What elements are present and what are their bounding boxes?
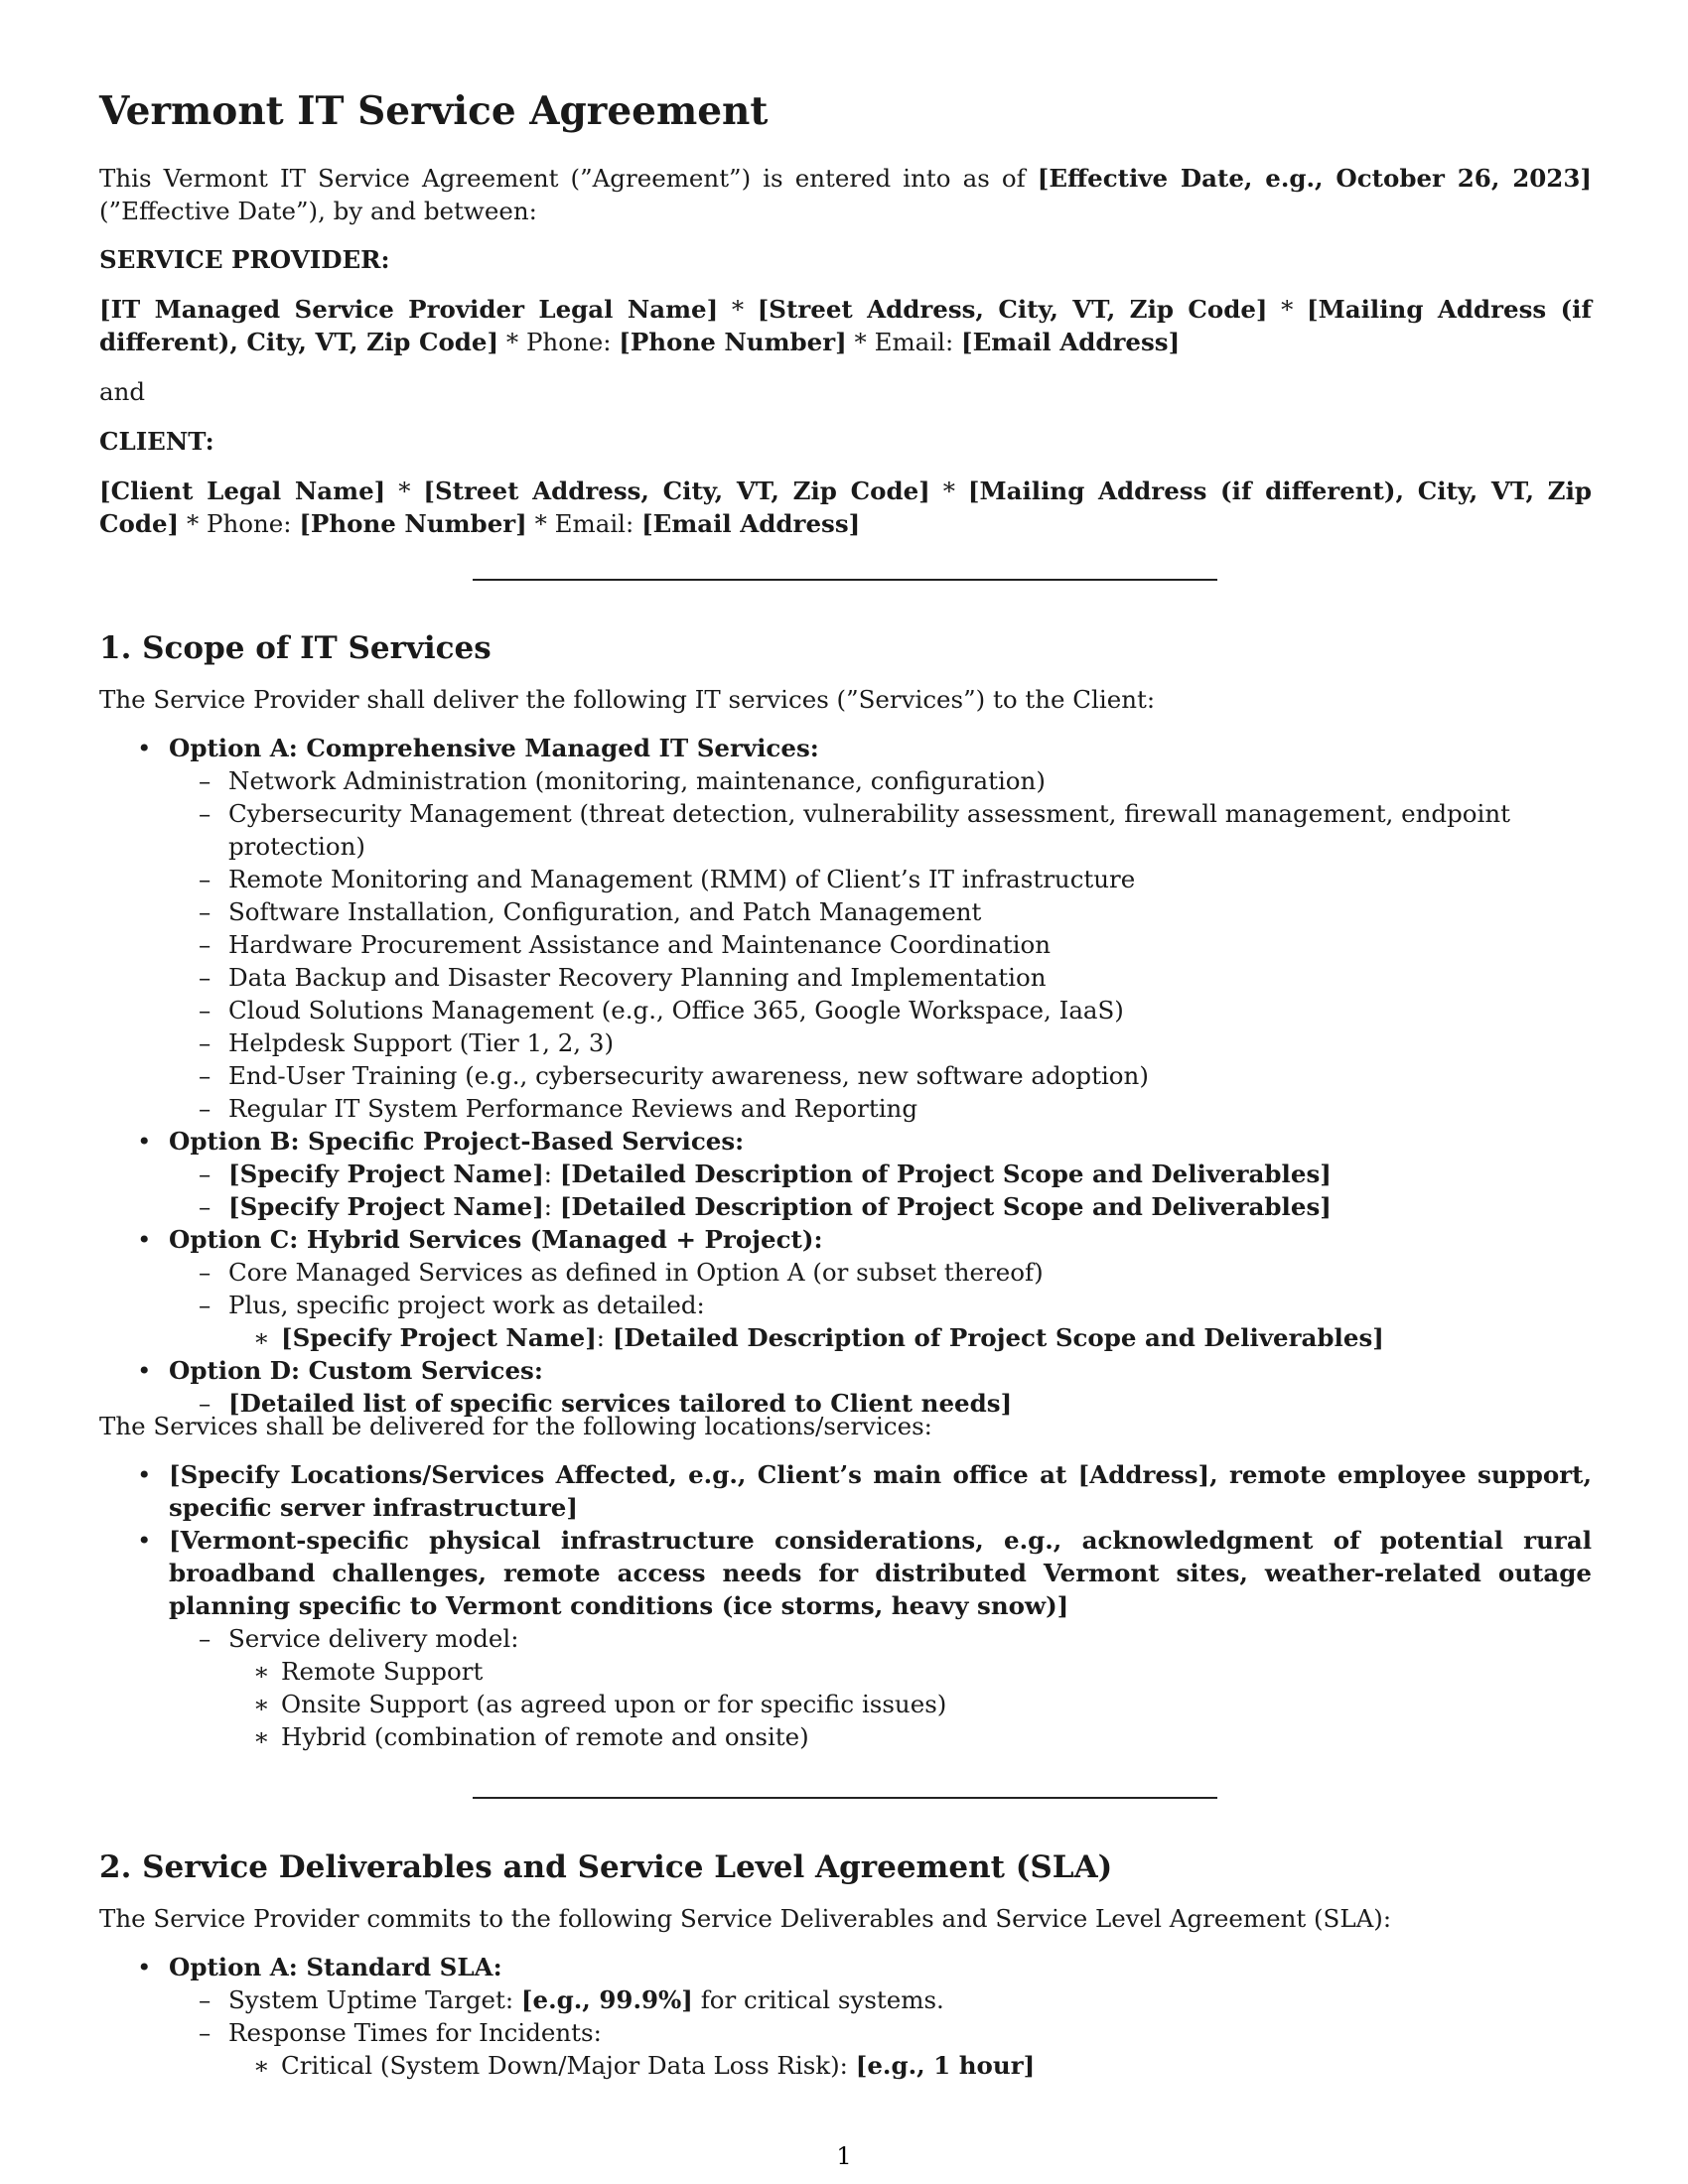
client-email-label: Email: [554, 509, 634, 538]
list-item: – Hardware Procurement Assistance and Maintenance Coordination [199, 930, 1051, 959]
list-item: – [Specify Project Name]: [Detailed Description of Project Scope and Deliverables] [199, 1192, 1332, 1221]
list-item: ∗ Remote Support [253, 1657, 484, 1686]
client-phone-label: Phone: [206, 509, 292, 538]
client-email: [Email Address] [641, 509, 861, 538]
section-1-intro: The Service Provider shall deliver the following IT services (”Services”) to the Client: [99, 685, 1156, 714]
client-mailing: [Mailing Address (if different), City, VT, Zip Code] [99, 477, 1593, 538]
effective-date-placeholder: [Effective Date, e.g., October 26, 2023] [1037, 164, 1592, 193]
provider-phone: [Phone Number] [619, 328, 847, 356]
horizontal-rule [473, 579, 1217, 581]
section-2-heading: 2. Service Deliverables and Service Level Agreement (SLA) [99, 1849, 1113, 1885]
list-item: – Plus, specific project work as detailed: [199, 1291, 705, 1319]
provider-street: [Street Address, City, VT, Zip Code] [757, 295, 1268, 324]
list-item: – Software Installation, Configuration, and Patch Management [199, 897, 982, 926]
list-item: – Data Backup and Disaster Recovery Planning and Implementation [199, 963, 1047, 992]
provider-name: [IT Managed Service Provider Legal Name] [99, 295, 719, 324]
client-heading: CLIENT: [99, 427, 214, 456]
list-item: – Response Times for Incidents: [199, 2018, 602, 2047]
client-phone: [Phone Number] [299, 509, 527, 538]
page-number: 1 [836, 2142, 852, 2170]
provider-email: [Email Address] [961, 328, 1181, 356]
list-item: ∗ Onsite Support (as agreed upon or for specific issues) [253, 1690, 947, 1718]
client-details: [Client Legal Name] * [Street Address, City, VT, Zip Code] * [Mailing Address (if different), City, VT, Zip Code] * Phone: [Phone Number] * Email: [Email Address] [99, 477, 1593, 538]
list-item: – [Detailed list of specific services tailored to Client needs] [199, 1389, 1013, 1418]
list-item: • [Vermont-specific physical infrastructure considerations, e.g., acknowledgment of potential rural broadband challenges, remote access needs for distributed Vermont sites, weather-related outage planning specific to Vermont conditions (ice storms, heavy snow)] [137, 1526, 1592, 1620]
list-item: – Regular IT System Performance Reviews and Reporting [199, 1094, 918, 1123]
list-item: – Network Administration (monitoring, maintenance, configuration) [199, 766, 1046, 795]
list-item: • [Specify Locations/Services Affected, e.g., Client’s main office at [Address], remote employee support, specific server infrastructure] [137, 1460, 1592, 1522]
list-item: ∗ Hybrid (combination of remote and onsite) [253, 1722, 809, 1751]
client-street: [Street Address, City, VT, Zip Code] [423, 477, 930, 505]
option-d-item: • Option D: Custom Services: [137, 1356, 543, 1385]
list-item: – End-User Training (e.g., cybersecurity awareness, new software adoption) [199, 1061, 1149, 1090]
list-item: – Cybersecurity Management (threat detection, vulnerability assessment, firewall management, endpoint protection) [199, 799, 1510, 861]
option-b-item: • Option B: Specific Project-Based Services: [137, 1127, 745, 1156]
intro-paragraph [99, 162, 1592, 227]
option-c-item: • Option C: Hybrid Services (Managed + Project): [137, 1225, 823, 1254]
locations-intro: The Services shall be delivered for the following locations/services: [99, 1412, 932, 1440]
option-a-sla-item: • Option A: Standard SLA: [137, 1953, 502, 1981]
services-list [99, 732, 1592, 1420]
list-item: – [Specify Project Name]: [Detailed Description of Project Scope and Deliverables] [199, 1160, 1332, 1188]
list-item: – System Uptime Target: [e.g., 99.9%] for critical systems. [199, 1985, 944, 2014]
provider-heading: SERVICE PROVIDER: [99, 245, 390, 274]
provider-phone-label: Phone: [525, 328, 612, 356]
section-2-intro: The Service Provider commits to the following Service Deliverables and Service Level Agreement (SLA): [99, 1904, 1392, 1933]
client-name: [Client Legal Name] [99, 477, 386, 505]
list-item: – Remote Monitoring and Management (RMM) of Client’s IT infrastructure [199, 865, 1136, 893]
intro-text-end: (”Effective Date”), by and between: [99, 197, 537, 225]
locations-list [99, 1458, 1592, 1753]
option-a-item: • Option A: Comprehensive Managed IT Services: [137, 734, 819, 762]
sla-list [99, 1951, 1592, 2082]
list-item: – Cloud Solutions Management (e.g., Office 365, Google Workspace, IaaS) [199, 996, 1124, 1024]
provider-details: [IT Managed Service Provider Legal Name] * [Street Address, City, VT, Zip Code] * [Mailing Address (if different), City, VT, Zip Code] * Phone: [Phone Number] * Email: [Email Address] [99, 295, 1593, 356]
document-title: Vermont IT Service Agreement [99, 88, 769, 134]
and-text: and [99, 377, 146, 406]
list-item: – Helpdesk Support (Tier 1, 2, 3) [199, 1028, 615, 1057]
provider-mailing: [Mailing Address (if different), City, VT, Zip Code] [99, 295, 1593, 356]
list-item: ∗ [Specify Project Name]: [Detailed Description of Project Scope and Deliverables] [253, 1323, 1384, 1352]
provider-email-label: Email: [874, 328, 954, 356]
list-item: ∗ Critical (System Down/Major Data Loss Risk): [e.g., 1 hour] [253, 2051, 1036, 2080]
horizontal-rule [473, 1797, 1217, 1799]
list-item: – Service delivery model: [199, 1624, 519, 1653]
section-1-heading: 1. Scope of IT Services [99, 630, 492, 666]
list-item: – Core Managed Services as defined in Option A (or subset thereof) [199, 1258, 1044, 1287]
intro-text: This Vermont IT Service Agreement (”Agreement”) is entered into as of [99, 164, 1038, 193]
